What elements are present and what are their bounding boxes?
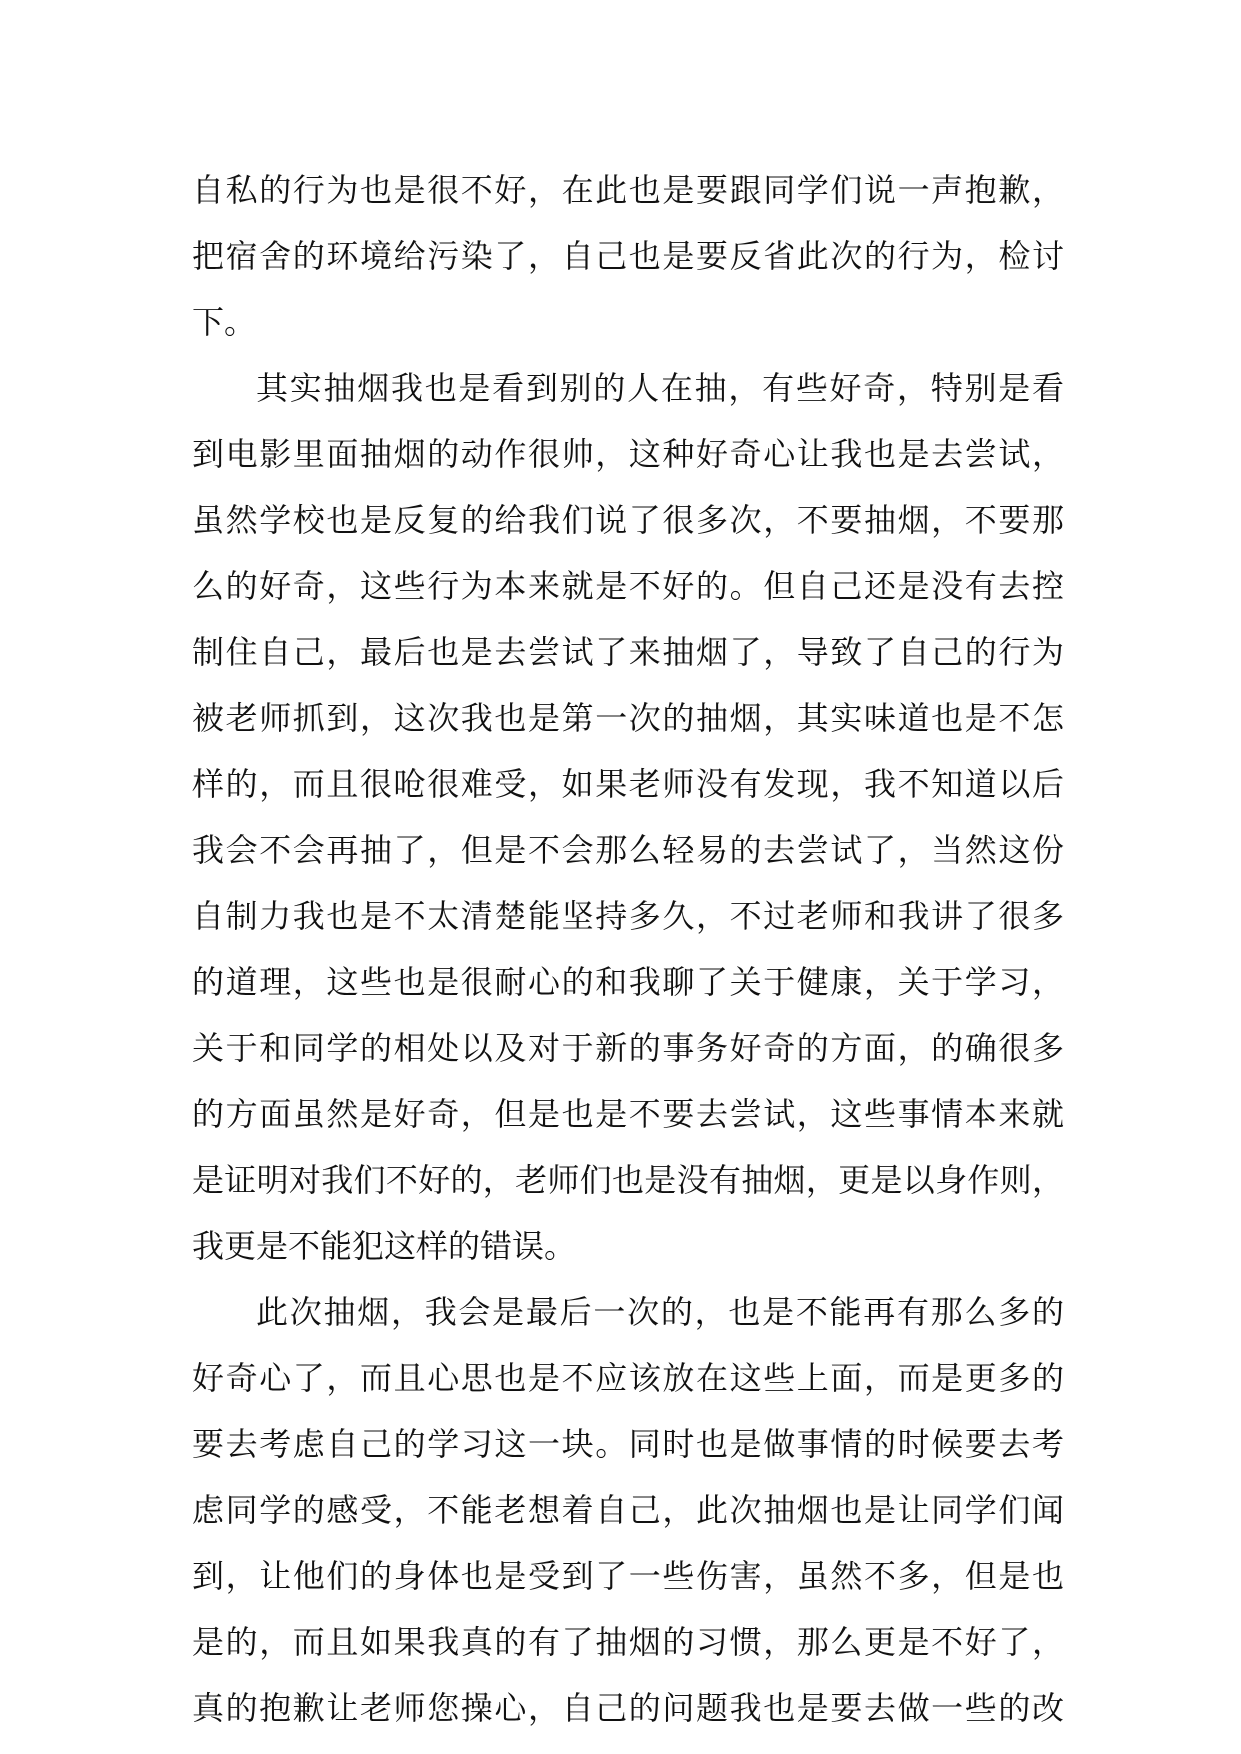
- text-line: 真的抱歉让老师您操心，自己的问题我也是要去做一些的改: [192, 1689, 1064, 1727]
- text-line: 自制力我也是不太清楚能坚持多久，不过老师和我讲了很多: [192, 897, 1064, 935]
- text-line: 么的好奇，这些行为本来就是不好的。但自己还是没有去控: [192, 567, 1064, 605]
- text-line: 的方面虽然是好奇，但是也是不要去尝试，这些事情本来就: [192, 1095, 1064, 1133]
- text-line: 我会不会再抽了，但是不会那么轻易的去尝试了，当然这份: [192, 831, 1064, 869]
- text-line: 是证明对我们不好的，老师们也是没有抽烟，更是以身作则，: [192, 1161, 1064, 1199]
- text-line: 到电影里面抽烟的动作很帅，这种好奇心让我也是去尝试，: [192, 435, 1064, 473]
- text-line: 样的，而且很呛很难受，如果老师没有发现，我不知道以后: [192, 765, 1064, 803]
- text-line: 虽然学校也是反复的给我们说了很多次，不要抽烟，不要那: [192, 501, 1064, 539]
- text-line: 自私的行为也是很不好，在此也是要跟同学们说一声抱歉，: [192, 171, 1064, 209]
- text-line: 下。: [192, 303, 257, 341]
- text-line: 要去考虑自己的学习这一块。同时也是做事情的时候要去考: [192, 1425, 1064, 1463]
- paragraph-first-line: 其实抽烟我也是看到别的人在抽，有些好奇，特别是看: [256, 369, 1064, 407]
- text-line: 好奇心了，而且心思也是不应该放在这些上面，而是更多的: [192, 1359, 1064, 1397]
- text-line: 我更是不能犯这样的错误。: [192, 1227, 577, 1265]
- text-line: 虑同学的感受，不能老想着自己，此次抽烟也是让同学们闻: [192, 1491, 1064, 1529]
- text-line: 到，让他们的身体也是受到了一些伤害，虽然不多，但是也: [192, 1557, 1064, 1595]
- document-body: [192, 157, 1064, 1741]
- paragraph-first-line: 此次抽烟，我会是最后一次的，也是不能再有那么多的: [256, 1293, 1064, 1331]
- text-line: 把宿舍的环境给污染了，自己也是要反省此次的行为，检讨: [192, 237, 1064, 275]
- text-line: 的道理，这些也是很耐心的和我聊了关于健康，关于学习，: [192, 963, 1064, 1001]
- text-line: 关于和同学的相处以及对于新的事务好奇的方面，的确很多: [192, 1029, 1064, 1067]
- text-line: 制住自己，最后也是去尝试了来抽烟了，导致了自己的行为: [192, 633, 1064, 671]
- text-line: 是的，而且如果我真的有了抽烟的习惯，那么更是不好了，: [192, 1623, 1064, 1661]
- text-line: 被老师抓到，这次我也是第一次的抽烟，其实味道也是不怎: [192, 699, 1064, 737]
